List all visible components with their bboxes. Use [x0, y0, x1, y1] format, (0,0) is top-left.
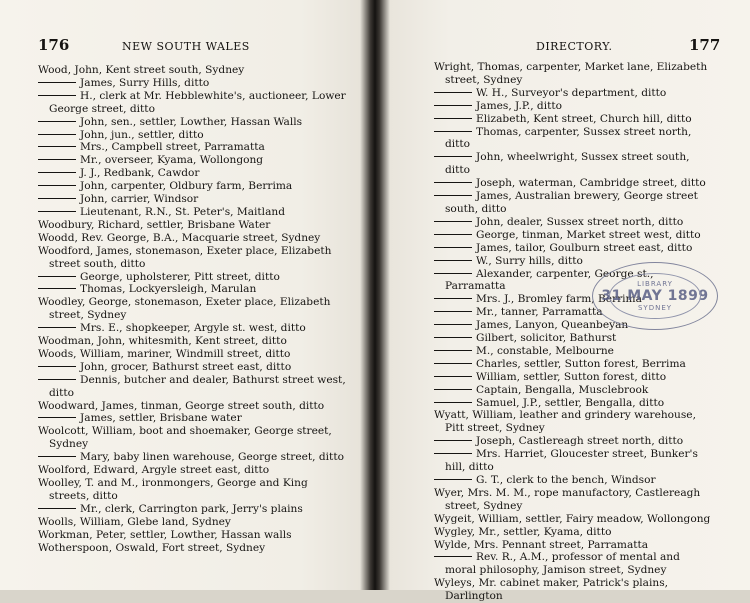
- directory-entry: [38, 529, 350, 542]
- ditto-dash: [434, 324, 472, 325]
- directory-entry: [434, 448, 712, 474]
- ditto-dash: [434, 479, 472, 480]
- entry-text: W. H., Surveyor's department, ditto: [476, 86, 667, 99]
- left-entries-list: [38, 64, 350, 554]
- ditto-dash: [38, 276, 76, 277]
- entry-text: George, tinman, Market street west, ditto: [476, 228, 701, 241]
- ditto-dash: [38, 198, 76, 199]
- ditto-dash: [434, 247, 472, 248]
- ditto-dash: [38, 134, 76, 135]
- directory-entry: [434, 229, 712, 242]
- ditto-dash: [434, 195, 472, 196]
- directory-entry: [38, 542, 350, 555]
- ditto-dash: [38, 146, 76, 147]
- ditto-dash: [38, 159, 76, 160]
- ditto-dash: [38, 288, 76, 289]
- ditto-dash: [434, 260, 472, 261]
- directory-entry: [38, 425, 350, 451]
- ditto-dash: [434, 92, 472, 93]
- ditto-dash: [434, 556, 472, 557]
- ditto-dash: [38, 121, 76, 122]
- directory-entry: [434, 113, 712, 126]
- directory-entry: [38, 206, 350, 219]
- entry-text: Wyatt, William, leather and grindery warehouse, Pitt street, Sydney: [434, 409, 696, 435]
- directory-entry: [38, 361, 350, 374]
- ditto-dash: [434, 337, 472, 338]
- entry-text: Woolls, William, Glebe land, Sydney: [38, 515, 231, 528]
- ditto-dash: [38, 172, 76, 173]
- directory-entry: [38, 412, 350, 425]
- entry-text: John, dealer, Sussex street north, ditto: [476, 215, 684, 228]
- directory-entry: [434, 551, 712, 577]
- right-entries-list: [434, 61, 712, 603]
- directory-entry: [434, 151, 712, 177]
- directory-entry: [38, 335, 350, 348]
- entry-text: John, jun., settler, ditto: [80, 128, 204, 141]
- entry-text: Woodd, Rev. George, B.A., Macquarie street, Sydney: [38, 231, 321, 244]
- directory-entry: [434, 332, 712, 345]
- left-page-number: 176: [38, 36, 70, 54]
- ditto-dash: [434, 182, 472, 183]
- directory-entry: [434, 216, 712, 229]
- entry-text: Mrs. E., shopkeeper, Argyle st. west, ditto: [80, 322, 306, 335]
- entry-text: Joseph, Castlereagh street north, ditto: [476, 435, 684, 448]
- entry-text: Joseph, waterman, Cambridge street, ditto: [476, 177, 706, 190]
- entry-text: Woodman, John, whitesmith, Kent street, ditto: [38, 335, 287, 348]
- entry-text: Mr., overseer, Kyama, Wollongong: [80, 154, 264, 167]
- entry-text: Wygley, Mr., settler, Kyama, ditto: [434, 525, 612, 538]
- ditto-dash: [434, 453, 472, 454]
- ditto-dash: [434, 376, 472, 377]
- entry-text: Wright, Thomas, carpenter, Market lane, Elizabeth street, Sydney: [434, 61, 708, 86]
- ditto-dash: [38, 379, 76, 380]
- directory-entry: [434, 100, 712, 113]
- stamp-bottom-text: SYDNEY: [637, 304, 673, 312]
- entry-text: Elizabeth, Kent street, Church hill, ditto: [476, 112, 692, 125]
- entry-text: James, tailor, Goulburn street east, ditto: [476, 241, 693, 254]
- directory-entry: [38, 193, 350, 206]
- directory-entry: [434, 539, 712, 552]
- entry-text: Thomas, carpenter, Sussex street north, ditto: [445, 125, 692, 151]
- entry-text: James, J.P., ditto: [476, 99, 562, 112]
- directory-entry: [434, 577, 712, 603]
- ditto-dash: [434, 234, 472, 235]
- entry-text: Wyer, Mrs. M. M., rope manufactory, Castlereagh street, Sydney: [434, 486, 701, 512]
- directory-entry: [38, 129, 350, 142]
- ditto-dash: [38, 508, 76, 509]
- directory-entry: [38, 296, 350, 322]
- directory-entry: [38, 348, 350, 361]
- entry-text: Mr., tanner, Parramatta: [476, 306, 603, 319]
- directory-entry: [434, 358, 712, 371]
- directory-entry: [434, 190, 712, 216]
- entry-text: Woolley, T. and M., ironmongers, George and King streets, ditto: [38, 477, 308, 502]
- entry-text: Samuel, J.P., settler, Bengalla, ditto: [476, 396, 665, 409]
- directory-entry: [38, 64, 350, 77]
- ditto-dash: [38, 327, 76, 328]
- stamp-top-text: LIBRARY: [637, 280, 673, 288]
- ditto-dash: [434, 131, 472, 132]
- entry-text: John, carpenter, Oldbury farm, Berrima: [80, 180, 293, 193]
- entry-text: Dennis, butcher and dealer, Bathurst street west, ditto: [49, 373, 346, 399]
- entry-text: Alexander, carpenter, George st., Parramatta: [445, 267, 654, 293]
- directory-entry: [434, 409, 712, 435]
- entry-text: James, Surry Hills, ditto: [80, 76, 210, 89]
- directory-entry: [38, 245, 350, 271]
- entry-text: Woodley, George, stonemason, Exeter place, Elizabeth street, Sydney: [38, 296, 331, 322]
- entry-text: James, Lanyon, Queanbeyan: [476, 319, 629, 332]
- entry-text: John, wheelwright, Sussex street south, ditto: [445, 151, 690, 177]
- entry-text: John, carrier, Windsor: [80, 193, 199, 206]
- ditto-dash: [434, 156, 472, 157]
- entry-text: Woodford, James, stonemason, Exeter place, Elizabeth street south, ditto: [38, 244, 332, 270]
- directory-entry: [38, 516, 350, 529]
- left-running-head: NEW SOUTH WALES: [122, 40, 250, 53]
- entry-text: Wotherspoon, Oswald, Fort street, Sydney: [38, 541, 266, 554]
- directory-entry: [38, 271, 350, 284]
- entry-text: Charles, settler, Sutton forest, Berrima: [476, 357, 686, 370]
- directory-entry: [434, 513, 712, 526]
- directory-entry: [434, 345, 712, 358]
- entry-text: H., clerk at Mr. Hebblewhite's, auctioneer, Lower George street, ditto: [49, 89, 346, 115]
- directory-entry: [434, 87, 712, 100]
- entry-text: Gilbert, solicitor, Bathurst: [476, 332, 617, 345]
- directory-entry: [434, 435, 712, 448]
- entry-text: Woodward, James, tinman, George street south, ditto: [38, 399, 325, 412]
- ditto-dash: [434, 350, 472, 351]
- entry-text: Wylde, Mrs. Pennant street, Parramatta: [434, 538, 649, 551]
- directory-entry: [38, 283, 350, 296]
- directory-entry: [434, 397, 712, 410]
- ditto-dash: [434, 389, 472, 390]
- entry-text: Rev. R., A.M., professor of mental and moral philosophy, Jamison street, Sydney: [445, 551, 680, 577]
- directory-entry: [38, 451, 350, 464]
- directory-entry: [434, 487, 712, 513]
- ditto-dash: [38, 95, 76, 96]
- directory-entry: [38, 322, 350, 335]
- directory-entry: [38, 503, 350, 516]
- right-running-head: DIRECTORY.: [536, 40, 613, 53]
- entry-text: James, settler, Brisbane water: [80, 412, 242, 425]
- entry-text: Mrs. Harriet, Gloucester street, Bunker's hill, ditto: [445, 448, 698, 474]
- directory-entry: [38, 374, 350, 400]
- ditto-dash: [434, 363, 472, 364]
- directory-entry: [434, 242, 712, 255]
- ditto-dash: [434, 273, 472, 274]
- entry-text: Mrs. J., Bromley farm, Berrima: [476, 293, 642, 306]
- directory-entry: [434, 126, 712, 152]
- entry-text: George, upholsterer, Pitt street, ditto: [80, 270, 280, 283]
- ditto-dash: [38, 185, 76, 186]
- ditto-dash: [434, 221, 472, 222]
- directory-entry: [38, 219, 350, 232]
- directory-entry: [38, 400, 350, 413]
- ditto-dash: [38, 366, 76, 367]
- entry-text: Lieutenant, R.N., St. Peter's, Maitland: [80, 205, 285, 218]
- entry-text: Captain, Bengalla, Musclebrook: [476, 383, 649, 396]
- library-stamp: [592, 262, 718, 330]
- ditto-dash: [434, 311, 472, 312]
- entry-text: Thomas, Lockyersleigh, Marulan: [80, 283, 257, 296]
- ditto-dash: [38, 456, 76, 457]
- directory-entry: [38, 180, 350, 193]
- directory-entry: [38, 154, 350, 167]
- entry-text: Wood, John, Kent street south, Sydney: [38, 64, 245, 76]
- ditto-dash: [434, 105, 472, 106]
- directory-entry: [434, 384, 712, 397]
- directory-entry: [38, 116, 350, 129]
- entry-text: Woodbury, Richard, settler, Brisbane Water: [38, 218, 271, 231]
- entry-text: J. J., Redbank, Cawdor: [80, 167, 200, 180]
- ditto-dash: [38, 82, 76, 83]
- directory-entry: [38, 232, 350, 245]
- directory-entry: [38, 77, 350, 90]
- entry-text: Mrs., Campbell street, Parramatta: [80, 141, 265, 154]
- ditto-dash: [434, 298, 472, 299]
- directory-entry: [38, 477, 350, 503]
- directory-entry: [434, 371, 712, 384]
- directory-entry: [38, 167, 350, 180]
- directory-entry: [434, 61, 712, 87]
- stamp-date: 31 MAY 1899: [601, 288, 709, 304]
- entry-text: Woolford, Edward, Argyle street east, ditto: [38, 464, 270, 477]
- ditto-dash: [38, 211, 76, 212]
- directory-entry: [38, 90, 350, 116]
- entry-text: W., Surry hills, ditto: [476, 254, 583, 267]
- entry-text: James, Australian brewery, George street south, ditto: [445, 190, 698, 215]
- entry-text: Woolcott, William, boot and shoemaker, George street, Sydney: [38, 425, 332, 451]
- entry-text: William, settler, Sutton forest, ditto: [476, 370, 667, 383]
- right-page-number: 177: [689, 36, 721, 54]
- ditto-dash: [434, 402, 472, 403]
- entry-text: John, sen., settler, Lowther, Hassan Walls: [80, 115, 303, 128]
- entry-text: John, grocer, Bathurst street east, ditto: [80, 360, 292, 373]
- directory-entry: [38, 464, 350, 477]
- entry-text: G. T., clerk to the bench, Windsor: [476, 474, 656, 486]
- ditto-dash: [434, 440, 472, 441]
- entry-text: M., constable, Melbourne: [476, 344, 614, 357]
- entry-text: Mary, baby linen warehouse, George street, ditto: [80, 451, 344, 464]
- entry-text: Workman, Peter, settler, Lowther, Hassan walls: [38, 528, 292, 541]
- entry-text: Woods, William, mariner, Windmill street, ditto: [38, 347, 291, 360]
- directory-entry: [434, 526, 712, 539]
- entry-text: Mr., clerk, Carrington park, Jerry's plains: [80, 502, 303, 515]
- directory-entry: [434, 474, 712, 487]
- entry-text: Wygeit, William, settler, Fairy meadow, Wollongong: [434, 512, 711, 525]
- directory-entry: [38, 141, 350, 154]
- ditto-dash: [434, 118, 472, 119]
- stamp-inner-ring: [609, 273, 701, 319]
- directory-entry: [434, 177, 712, 190]
- entry-text: Wyleys, Mr. cabinet maker, Patrick's plains, Darlington: [434, 577, 669, 603]
- ditto-dash: [38, 417, 76, 418]
